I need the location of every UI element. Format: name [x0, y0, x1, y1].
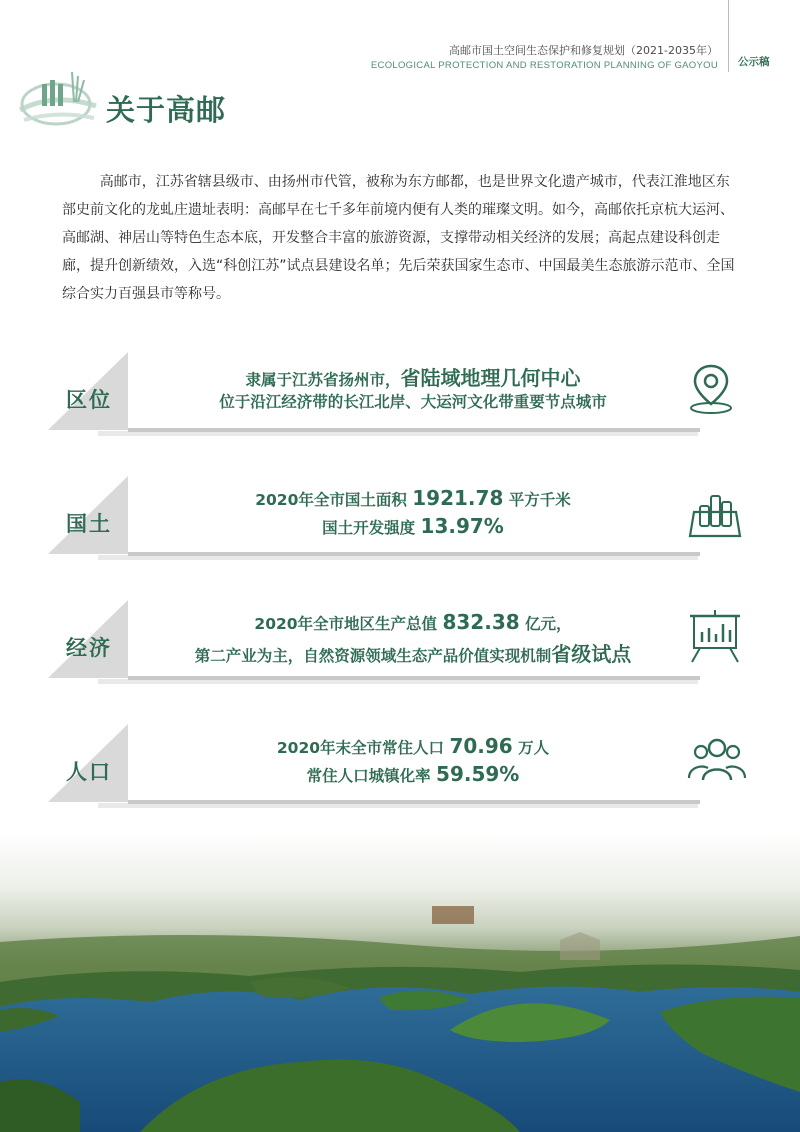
fact-unit: 平方千米	[503, 491, 571, 509]
fact-text: 2020年末全市常住人口	[276, 739, 450, 757]
intro-paragraph: 高邮市，江苏省辖县级市、由扬州市代管，被称为东方邮都，也是世界文化遗产城市，代表江淮地区东部史前文化的龙虬庄遗址表明：高邮早在七千多年前境内便有人类的璀璨文明。如今，高邮依托京杭大运河、高邮湖、神居山等特色生态本底，开发整合丰富的旅游资源，支撑带动相关经济的发展；高起点建设科创走廊，提升创新绩效，入选“科创江苏”试点县建设名单；先后荣获国家生态市、中国最美生态旅游示范市、全国综合实力百强县市等称号。	[62, 174, 735, 302]
fact-unit: 亿元，	[519, 615, 572, 633]
fact-line2	[128, 762, 698, 786]
header-title-en: ECOLOGICAL PROTECTION AND RESTORATION PLANNING OF GAOYOU	[370, 60, 718, 71]
fact-label: 区位	[66, 388, 112, 412]
row-underline	[128, 676, 700, 680]
landscape-photo	[0, 832, 800, 1132]
fact-text: 国土开发强度	[322, 519, 421, 537]
fact-text: 隶属于江苏省扬州市，	[245, 371, 401, 389]
draft-label: 公示稿	[738, 56, 770, 68]
fact-row-economy	[0, 600, 800, 680]
fact-line1	[128, 486, 698, 510]
fact-line2: 位于沿江经济带的长江北岸、大运河文化带重要节点城市	[219, 393, 607, 411]
fact-text: 2020年全市国土面积	[255, 491, 413, 509]
fact-line2	[128, 638, 698, 667]
row-underline	[128, 428, 700, 432]
presentation-chart-icon	[686, 608, 744, 664]
fact-number: 1921.78	[412, 486, 504, 510]
fact-row-population	[0, 724, 800, 804]
fact-line2	[128, 514, 698, 538]
header-title-cn: 高邮市国土空间生态保护和修复规划（2021-2035年）	[449, 44, 718, 57]
location-pin-icon	[686, 360, 736, 416]
fact-highlight: 省级试点	[551, 642, 632, 666]
row-underline	[128, 800, 700, 804]
fact-line1	[128, 734, 698, 758]
fact-text: 常住人口城镇化率	[306, 767, 437, 785]
fact-number: 59.59%	[436, 762, 520, 786]
fact-number: 13.97%	[420, 514, 504, 538]
fact-text: 2020年全市地区生产总值	[254, 615, 443, 633]
fact-highlight: 省陆域地理几何中心	[400, 366, 581, 390]
people-group-icon	[686, 732, 748, 788]
fact-unit: 万人	[512, 739, 550, 757]
row-underline	[128, 552, 700, 556]
fact-row-land	[0, 476, 800, 556]
fact-number: 832.38	[442, 610, 520, 634]
gaoyou-logo	[14, 62, 104, 132]
fact-label: 经济	[66, 636, 112, 660]
fact-label: 国土	[66, 512, 112, 536]
fact-line1	[128, 362, 698, 391]
fact-line1	[128, 610, 698, 634]
fact-row-location	[0, 352, 800, 432]
page-title: 关于高邮	[106, 93, 227, 127]
land-map-icon	[686, 484, 744, 540]
header-divider	[728, 0, 729, 72]
fact-label: 人口	[66, 760, 112, 784]
fact-text: 第二产业为主，自然资源领域生态产品价值实现机制	[194, 647, 552, 665]
fact-number: 70.96	[449, 734, 513, 758]
